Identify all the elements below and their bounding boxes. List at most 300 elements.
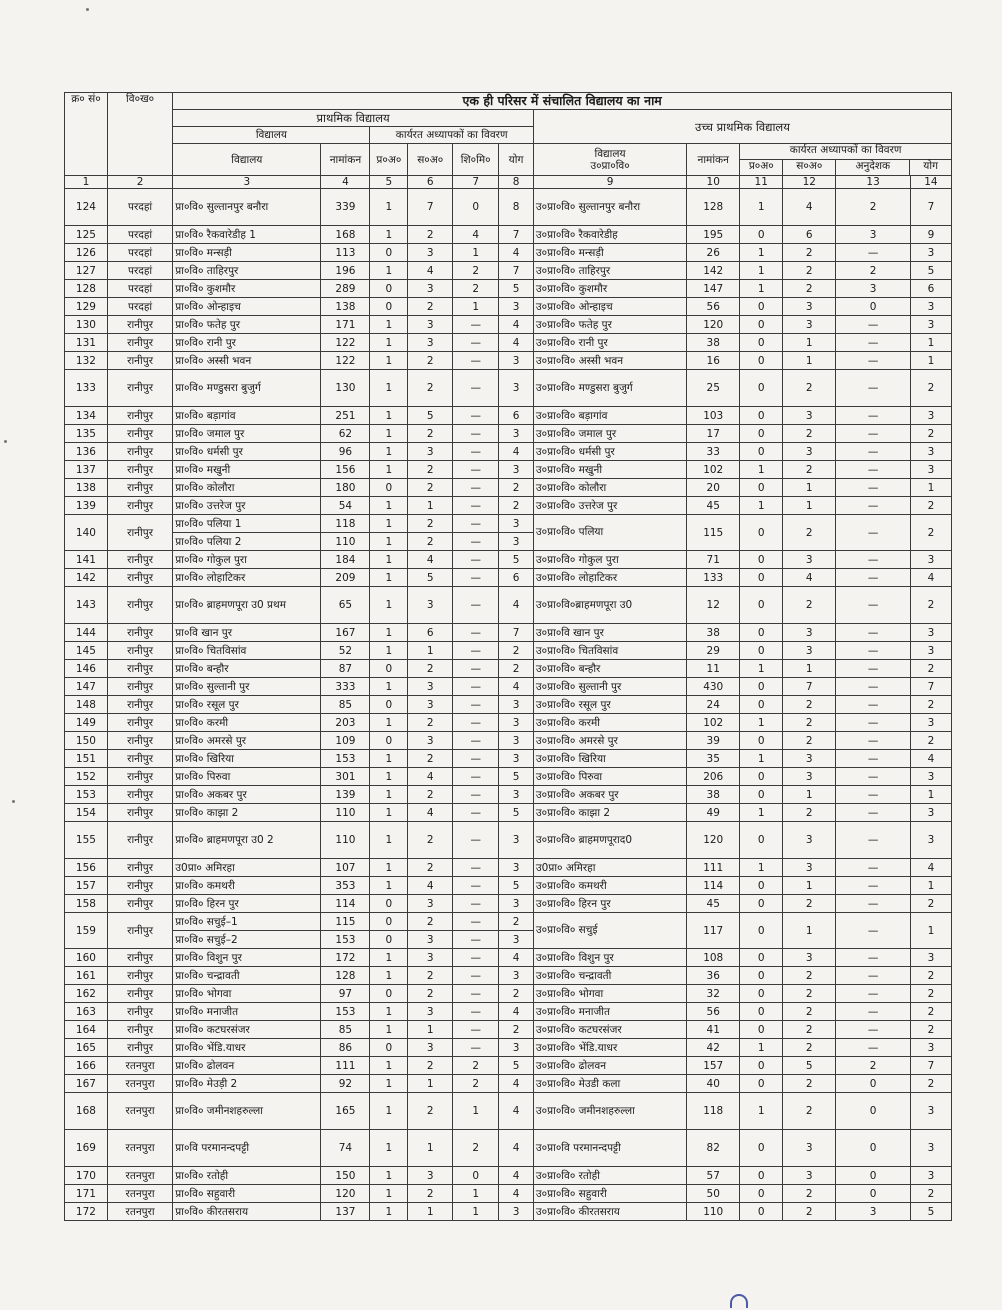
upper-total-cell: 2 [910, 696, 951, 714]
scan-speck [12, 800, 15, 803]
primary-school-cell: प्रा०वि० मनाजीत [173, 1003, 321, 1021]
table-row [65, 316, 952, 334]
upper-enroll-cell: 147 [687, 280, 740, 298]
primary-enroll-cell: 122 [321, 334, 370, 352]
upper-total-cell: 3 [910, 461, 951, 479]
table-row [65, 569, 952, 587]
upper-enroll-cell: 16 [687, 352, 740, 370]
upper-sa-cell: 2 [783, 1075, 836, 1093]
primary-school-cell: प्रा०वि० मण्डुसरा बुजुर्ग [173, 370, 321, 407]
header-p-pra: प्र०अ० [370, 144, 408, 176]
primary-school-cell: प्रा०वि० करमी [173, 714, 321, 732]
primary-pra-cell: 1 [370, 804, 408, 822]
primary-pra-cell: 1 [370, 1075, 408, 1093]
upper-total-cell: 3 [910, 822, 951, 859]
table-row [65, 642, 952, 660]
primary-shimi-cell: 1 [453, 1185, 499, 1203]
table-row [65, 1039, 952, 1057]
upper-total-cell: 7 [910, 678, 951, 696]
primary-total-cell: 3 [499, 425, 534, 443]
upper-anu-cell: 3 [836, 226, 911, 244]
upper-school-cell: उ०प्रा०वि० लोहाटिकर [533, 569, 686, 587]
primary-sa-cell: 2 [408, 750, 453, 768]
table-row [65, 407, 952, 425]
primary-sa-cell: 2 [408, 985, 453, 1003]
upper-total-cell: 2 [910, 1075, 951, 1093]
upper-school-cell: उ०प्रा०वि० जमाल पुर [533, 425, 686, 443]
upper-total-cell: 2 [910, 1021, 951, 1039]
block-cell: परदहां [107, 298, 172, 316]
table-row [65, 877, 952, 895]
serial-cell: 147 [65, 678, 108, 696]
upper-sa-cell: 2 [783, 515, 836, 551]
table-row [65, 1057, 952, 1075]
serial-cell: 130 [65, 316, 108, 334]
upper-sa-cell: 2 [783, 370, 836, 407]
serial-cell: 145 [65, 642, 108, 660]
primary-total-cell: 4 [499, 1093, 534, 1130]
upper-pra-cell: 1 [740, 804, 783, 822]
upper-pra-cell: 0 [740, 334, 783, 352]
table-row [65, 226, 952, 244]
primary-sa-cell: 3 [408, 678, 453, 696]
header-u-pra: प्र०अ० [740, 160, 783, 175]
serial-cell: 159 [65, 913, 108, 949]
upper-school-cell: उ०प्रा०वि० सचुई [533, 913, 686, 949]
upper-sa-cell: 2 [783, 461, 836, 479]
primary-school-cell: प्रा०वि० ताहिरपुर [173, 262, 321, 280]
primary-pra-cell: 1 [370, 967, 408, 985]
primary-sa-cell: 3 [408, 732, 453, 750]
block-cell: रानीपुर [107, 497, 172, 515]
primary-shimi-cell: — [453, 786, 499, 804]
upper-school-cell: उ0प्रा० अमिरहा [533, 859, 686, 877]
upper-sa-cell: 3 [783, 624, 836, 642]
upper-school-cell: उ०प्रा०वि० हिरन पुर [533, 895, 686, 913]
primary-pra-cell: 1 [370, 189, 408, 226]
primary-school-cell: प्रा०वि० गोकुल पुरा [173, 551, 321, 569]
primary-total-cell: 3 [499, 370, 534, 407]
upper-pra-cell: 0 [740, 1021, 783, 1039]
primary-total-cell: 2 [499, 497, 534, 515]
primary-sa-cell: 1 [408, 1203, 453, 1221]
upper-pra-cell: 1 [740, 750, 783, 768]
primary-shimi-cell: — [453, 370, 499, 407]
primary-total-cell: 2 [499, 913, 534, 931]
primary-school-cell: प्रा०वि० कमथरी [173, 877, 321, 895]
upper-school-cell: उ०प्रा०वि० ब्राहमणपूराद0 [533, 822, 686, 859]
primary-pra-cell: 0 [370, 931, 408, 949]
primary-shimi-cell: — [453, 877, 499, 895]
primary-enroll-cell: 153 [321, 931, 370, 949]
upper-school-cell: उ०प्रा०वि० कीरतसराय [533, 1203, 686, 1221]
upper-sa-cell: 3 [783, 298, 836, 316]
primary-shimi-cell: — [453, 624, 499, 642]
upper-total-cell: 3 [910, 714, 951, 732]
upper-anu-cell: — [836, 587, 911, 624]
upper-sa-cell: 2 [783, 262, 836, 280]
upper-total-cell: 3 [910, 624, 951, 642]
primary-pra-cell: 1 [370, 1185, 408, 1203]
primary-enroll-cell: 180 [321, 479, 370, 497]
column-number: 6 [408, 176, 453, 189]
upper-school-cell: उ०प्रा०वि०ब्राहमणपूरा उ0 [533, 587, 686, 624]
schools-table [64, 92, 952, 1221]
primary-school-cell: प्रा०वि० मन्सड़ी [173, 244, 321, 262]
header-upper-title: उच्च प्राथमिक विद्यालय [533, 110, 951, 144]
primary-total-cell: 4 [499, 1130, 534, 1167]
upper-anu-cell: — [836, 551, 911, 569]
upper-total-cell: 7 [910, 189, 951, 226]
upper-pra-cell: 0 [740, 479, 783, 497]
primary-total-cell: 4 [499, 678, 534, 696]
primary-enroll-cell: 184 [321, 551, 370, 569]
block-cell: रानीपुर [107, 822, 172, 859]
primary-sa-cell: 2 [408, 425, 453, 443]
primary-enroll-cell: 52 [321, 642, 370, 660]
primary-sa-cell: 1 [408, 1075, 453, 1093]
upper-enroll-cell: 24 [687, 696, 740, 714]
primary-pra-cell: 1 [370, 497, 408, 515]
upper-sa-cell: 3 [783, 822, 836, 859]
upper-pra-cell: 1 [740, 189, 783, 226]
upper-pra-cell: 0 [740, 678, 783, 696]
block-cell: रतनपुरा [107, 1057, 172, 1075]
upper-total-cell: 4 [910, 569, 951, 587]
upper-enroll-cell: 38 [687, 786, 740, 804]
primary-total-cell: 2 [499, 642, 534, 660]
upper-total-cell: 2 [910, 1185, 951, 1203]
upper-enroll-cell: 102 [687, 461, 740, 479]
upper-school-cell: उ०प्रा०वि० धर्मसी पुर [533, 443, 686, 461]
primary-pra-cell: 1 [370, 370, 408, 407]
primary-pra-cell: 0 [370, 244, 408, 262]
primary-school-cell: प्रा०वि० चन्द्रावती [173, 967, 321, 985]
header-p-sa: स०अ० [408, 144, 453, 176]
upper-anu-cell: — [836, 895, 911, 913]
serial-cell: 157 [65, 877, 108, 895]
primary-enroll-cell: 65 [321, 587, 370, 624]
primary-enroll-cell: 86 [321, 1039, 370, 1057]
upper-school-cell: उ०प्रा०वि० अस्सी भवन [533, 352, 686, 370]
upper-school-cell: उ०प्रा०वि खान पुर [533, 624, 686, 642]
primary-enroll-cell: 339 [321, 189, 370, 226]
upper-total-cell: 2 [910, 587, 951, 624]
upper-sa-cell: 2 [783, 696, 836, 714]
primary-shimi-cell: — [453, 732, 499, 750]
primary-enroll-cell: 171 [321, 316, 370, 334]
upper-total-cell: 2 [910, 515, 951, 551]
primary-enroll-cell: 172 [321, 949, 370, 967]
upper-school-cell: उ०प्रा०वि० अमरसे पुर [533, 732, 686, 750]
upper-anu-cell: — [836, 407, 911, 425]
primary-sa-cell: 2 [408, 913, 453, 931]
primary-sa-cell: 3 [408, 1003, 453, 1021]
upper-enroll-cell: 111 [687, 859, 740, 877]
upper-total-cell: 3 [910, 768, 951, 786]
block-cell: रानीपुर [107, 877, 172, 895]
upper-enroll-cell: 108 [687, 949, 740, 967]
block-cell: रानीपुर [107, 768, 172, 786]
primary-total-cell: 3 [499, 732, 534, 750]
primary-total-cell: 5 [499, 877, 534, 895]
upper-sa-cell: 2 [783, 985, 836, 1003]
upper-total-cell: 3 [910, 407, 951, 425]
primary-sa-cell: 4 [408, 262, 453, 280]
upper-pra-cell: 0 [740, 587, 783, 624]
primary-sa-cell: 1 [408, 1021, 453, 1039]
upper-enroll-cell: 17 [687, 425, 740, 443]
primary-school-cell: प्रा०वि० चितविसांव [173, 642, 321, 660]
primary-enroll-cell: 122 [321, 352, 370, 370]
upper-pra-cell: 1 [740, 859, 783, 877]
primary-enroll-cell: 85 [321, 696, 370, 714]
upper-pra-cell: 0 [740, 642, 783, 660]
primary-total-cell: 3 [499, 895, 534, 913]
primary-sa-cell: 2 [408, 352, 453, 370]
upper-anu-cell: 3 [836, 1203, 911, 1221]
upper-enroll-cell: 26 [687, 244, 740, 262]
upper-sa-cell: 5 [783, 1057, 836, 1075]
upper-total-cell: 2 [910, 732, 951, 750]
upper-enroll-cell: 195 [687, 226, 740, 244]
primary-enroll-cell: 110 [321, 533, 370, 551]
primary-shimi-cell: — [453, 497, 499, 515]
primary-shimi-cell: — [453, 859, 499, 877]
serial-cell: 160 [65, 949, 108, 967]
serial-cell: 151 [65, 750, 108, 768]
primary-school-cell: प्रा०वि० रसूल पुर [173, 696, 321, 714]
block-cell: रानीपुर [107, 515, 172, 551]
primary-shimi-cell: 2 [453, 1130, 499, 1167]
upper-school-cell: उ०प्रा०वि० करमी [533, 714, 686, 732]
primary-school-cell: प्रा०वि० अमरसे पुर [173, 732, 321, 750]
upper-sa-cell: 2 [783, 1003, 836, 1021]
primary-pra-cell: 1 [370, 822, 408, 859]
table-row [65, 587, 952, 624]
primary-school-cell: उ0प्रा० अमिरहा [173, 859, 321, 877]
upper-anu-cell: — [836, 660, 911, 678]
primary-sa-cell: 2 [408, 1185, 453, 1203]
primary-enroll-cell: 150 [321, 1167, 370, 1185]
primary-school-cell: प्रा०वि० अकबर पुर [173, 786, 321, 804]
primary-pra-cell: 1 [370, 533, 408, 551]
table-row [65, 859, 952, 877]
block-cell: रतनपुरा [107, 1075, 172, 1093]
block-cell: परदहां [107, 189, 172, 226]
serial-cell: 152 [65, 768, 108, 786]
upper-pra-cell: 1 [740, 461, 783, 479]
primary-pra-cell: 1 [370, 316, 408, 334]
upper-school-cell: उ०प्रा०वि० रैकवारेडीह [533, 226, 686, 244]
header-block: वि०ख० [107, 93, 172, 176]
upper-pra-cell: 0 [740, 949, 783, 967]
upper-enroll-cell: 25 [687, 370, 740, 407]
primary-enroll-cell: 107 [321, 859, 370, 877]
primary-total-cell: 2 [499, 985, 534, 1003]
upper-total-cell: 2 [910, 985, 951, 1003]
primary-total-cell: 2 [499, 1021, 534, 1039]
primary-total-cell: 3 [499, 461, 534, 479]
block-cell: रानीपुर [107, 660, 172, 678]
primary-school-cell: प्रा०वि० अस्सी भवन [173, 352, 321, 370]
primary-enroll-cell: 118 [321, 515, 370, 533]
table-row [65, 732, 952, 750]
primary-enroll-cell: 110 [321, 822, 370, 859]
upper-total-cell: 1 [910, 334, 951, 352]
block-cell: रानीपुर [107, 895, 172, 913]
upper-pra-cell: 1 [740, 262, 783, 280]
primary-school-cell: प्रा०वि० सहुवारी [173, 1185, 321, 1203]
header-u-sa: स०अ० [783, 160, 836, 175]
block-cell: रानीपुर [107, 370, 172, 407]
serial-cell: 142 [65, 569, 108, 587]
column-number: 2 [107, 176, 172, 189]
header-u-total: योग [923, 160, 938, 172]
primary-enroll-cell: 130 [321, 370, 370, 407]
table-row [65, 1093, 952, 1130]
primary-shimi-cell: — [453, 352, 499, 370]
upper-anu-cell: — [836, 425, 911, 443]
primary-school-cell: प्रा०वि० ओन्हाइच [173, 298, 321, 316]
upper-pra-cell: 0 [740, 1075, 783, 1093]
table-row [65, 1021, 952, 1039]
upper-sa-cell: 1 [783, 913, 836, 949]
upper-sa-cell: 3 [783, 443, 836, 461]
block-cell: रतनपुरा [107, 1093, 172, 1130]
upper-enroll-cell: 20 [687, 479, 740, 497]
primary-total-cell: 4 [499, 587, 534, 624]
primary-enroll-cell: 156 [321, 461, 370, 479]
primary-pra-cell: 1 [370, 624, 408, 642]
upper-sa-cell: 2 [783, 1093, 836, 1130]
table-row [65, 497, 952, 515]
primary-shimi-cell: — [453, 1021, 499, 1039]
block-cell: रानीपुर [107, 316, 172, 334]
block-cell: रानीपुर [107, 696, 172, 714]
upper-sa-cell: 1 [783, 479, 836, 497]
primary-shimi-cell: 1 [453, 298, 499, 316]
upper-pra-cell: 0 [740, 967, 783, 985]
primary-pra-cell: 1 [370, 461, 408, 479]
serial-cell: 148 [65, 696, 108, 714]
primary-shimi-cell: — [453, 714, 499, 732]
upper-school-cell: उ०प्रा०वि० कोलौरा [533, 479, 686, 497]
upper-sa-cell: 6 [783, 226, 836, 244]
primary-school-cell: प्रा०वि० रैकवारेडीह 1 [173, 226, 321, 244]
primary-shimi-cell: — [453, 660, 499, 678]
serial-cell: 131 [65, 334, 108, 352]
primary-sa-cell: 2 [408, 515, 453, 533]
primary-sa-cell: 2 [408, 660, 453, 678]
primary-enroll-cell: 139 [321, 786, 370, 804]
primary-total-cell: 4 [499, 244, 534, 262]
upper-enroll-cell: 41 [687, 1021, 740, 1039]
serial-cell: 126 [65, 244, 108, 262]
upper-anu-cell: — [836, 461, 911, 479]
primary-pra-cell: 1 [370, 569, 408, 587]
primary-school-cell: प्रा०वि० कोलौरा [173, 479, 321, 497]
upper-school-cell: उ०प्रा०वि परमानन्दपट्टी [533, 1130, 686, 1167]
primary-sa-cell: 2 [408, 786, 453, 804]
upper-sa-cell: 3 [783, 316, 836, 334]
block-cell: रानीपुर [107, 587, 172, 624]
primary-sa-cell: 3 [408, 334, 453, 352]
table-row [65, 443, 952, 461]
primary-sa-cell: 2 [408, 533, 453, 551]
upper-anu-cell: — [836, 1039, 911, 1057]
upper-total-cell: 3 [910, 949, 951, 967]
primary-pra-cell: 0 [370, 696, 408, 714]
upper-total-cell: 2 [910, 425, 951, 443]
upper-anu-cell: — [836, 515, 911, 551]
block-cell: रानीपुर [107, 352, 172, 370]
column-number: 9 [533, 176, 686, 189]
upper-school-cell: उ०प्रा०वि० ढोलवन [533, 1057, 686, 1075]
upper-school-cell: उ०प्रा०वि० चितविसांव [533, 642, 686, 660]
table-row [65, 967, 952, 985]
serial-cell: 162 [65, 985, 108, 1003]
primary-shimi-cell: — [453, 696, 499, 714]
primary-shimi-cell: — [453, 551, 499, 569]
upper-total-cell: 1 [910, 352, 951, 370]
header-p-school: विद्यालय [173, 144, 321, 176]
primary-sa-cell: 4 [408, 804, 453, 822]
upper-anu-cell: 0 [836, 1167, 911, 1185]
primary-pra-cell: 0 [370, 732, 408, 750]
block-cell: रानीपुर [107, 804, 172, 822]
upper-school-cell: उ०प्रा०वि० सहुवारी [533, 1185, 686, 1203]
upper-anu-cell: — [836, 786, 911, 804]
primary-enroll-cell: 289 [321, 280, 370, 298]
upper-anu-cell: — [836, 642, 911, 660]
primary-school-cell: प्रा०वि० पलिया 1 [173, 515, 321, 533]
block-cell: रानीपुर [107, 913, 172, 949]
primary-school-cell: प्रा०वि० सचुई–1 [173, 913, 321, 931]
upper-total-cell: 3 [910, 804, 951, 822]
primary-total-cell: 3 [499, 822, 534, 859]
upper-pra-cell: 0 [740, 569, 783, 587]
primary-enroll-cell: 85 [321, 1021, 370, 1039]
upper-anu-cell: — [836, 370, 911, 407]
serial-cell: 153 [65, 786, 108, 804]
upper-total-cell: 5 [910, 262, 951, 280]
header-serial: क्र० सं० [65, 93, 108, 176]
upper-enroll-cell: 38 [687, 624, 740, 642]
upper-school-cell: उ०प्रा०वि० काझा 2 [533, 804, 686, 822]
upper-sa-cell: 2 [783, 1021, 836, 1039]
upper-pra-cell: 0 [740, 732, 783, 750]
upper-sa-cell: 7 [783, 678, 836, 696]
block-cell: रानीपुर [107, 479, 172, 497]
upper-pra-cell: 0 [740, 1167, 783, 1185]
block-cell: रानीपुर [107, 949, 172, 967]
upper-enroll-cell: 57 [687, 1167, 740, 1185]
primary-sa-cell: 3 [408, 244, 453, 262]
primary-enroll-cell: 115 [321, 913, 370, 931]
upper-enroll-cell: 29 [687, 642, 740, 660]
scan-speck [4, 440, 7, 443]
upper-anu-cell: — [836, 768, 911, 786]
primary-total-cell: 3 [499, 1203, 534, 1221]
block-cell: रतनपुरा [107, 1185, 172, 1203]
upper-pra-cell: 0 [740, 768, 783, 786]
primary-shimi-cell: — [453, 642, 499, 660]
upper-enroll-cell: 35 [687, 750, 740, 768]
column-number: 10 [687, 176, 740, 189]
table-row [65, 515, 952, 533]
serial-cell: 170 [65, 1167, 108, 1185]
